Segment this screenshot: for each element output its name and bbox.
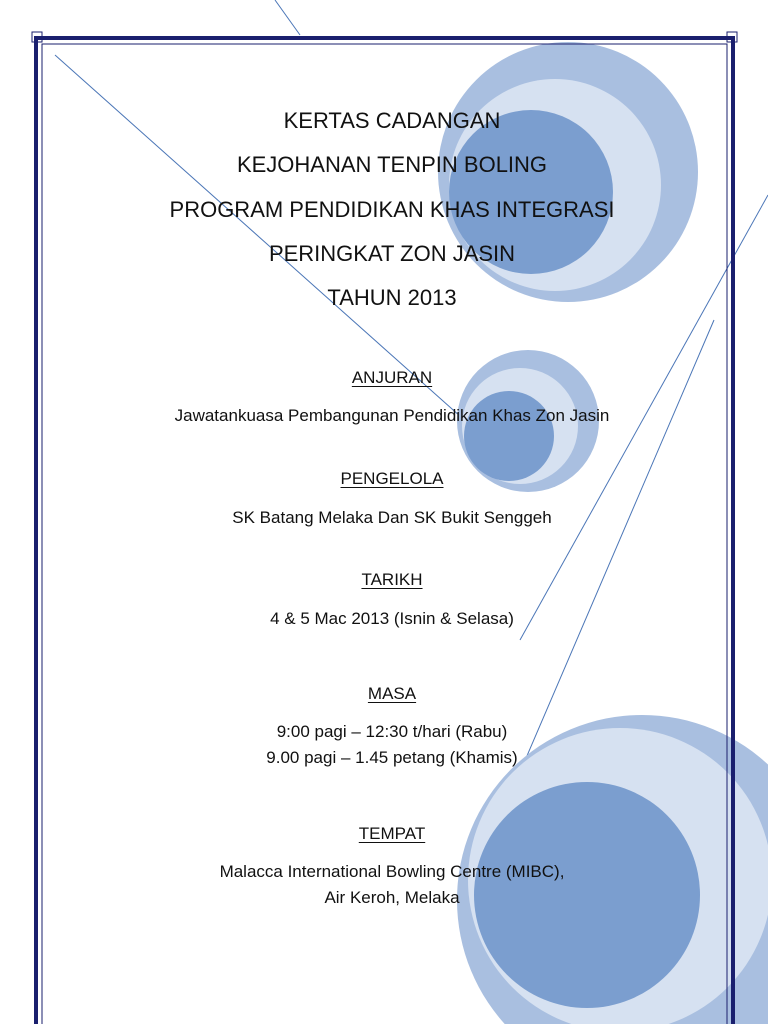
document-title-line: TAHUN 2013 bbox=[327, 285, 457, 310]
document-title-line: PROGRAM PENDIDIKAN KHAS INTEGRASI bbox=[169, 197, 615, 222]
section-text-masa: 9.00 pagi – 1.45 petang (Khamis) bbox=[266, 748, 518, 767]
document-title-line: KEJOHANAN TENPIN BOLING bbox=[236, 152, 548, 177]
section-text-anjuran: Jawatankuasa Pembangunan Pendidikan Khas Zon Jasin bbox=[174, 406, 610, 425]
section-heading-anjuran: ANJURAN bbox=[351, 368, 433, 387]
section-heading-tempat: TEMPAT bbox=[358, 824, 426, 843]
section-heading-masa: MASA bbox=[367, 684, 417, 703]
section-text-pengelola: SK Batang Melaka Dan SK Bukit Senggeh bbox=[232, 508, 552, 527]
section-text-masa: 9:00 pagi – 12:30 t/hari (Rabu) bbox=[276, 722, 508, 741]
section-heading-tarikh: TARIKH bbox=[361, 570, 423, 589]
section-text-tempat: Malacca International Bowling Centre (MIBC), bbox=[219, 862, 565, 881]
document-title-line: PERINGKAT ZON JASIN bbox=[268, 241, 516, 266]
section-text-tarikh: 4 & 5 Mac 2013 (Isnin & Selasa) bbox=[270, 609, 514, 628]
section-heading-pengelola: PENGELOLA bbox=[340, 469, 444, 488]
section-text-tempat: Air Keroh, Melaka bbox=[324, 888, 460, 907]
document-title-line: KERTAS CADANGAN bbox=[283, 108, 501, 133]
